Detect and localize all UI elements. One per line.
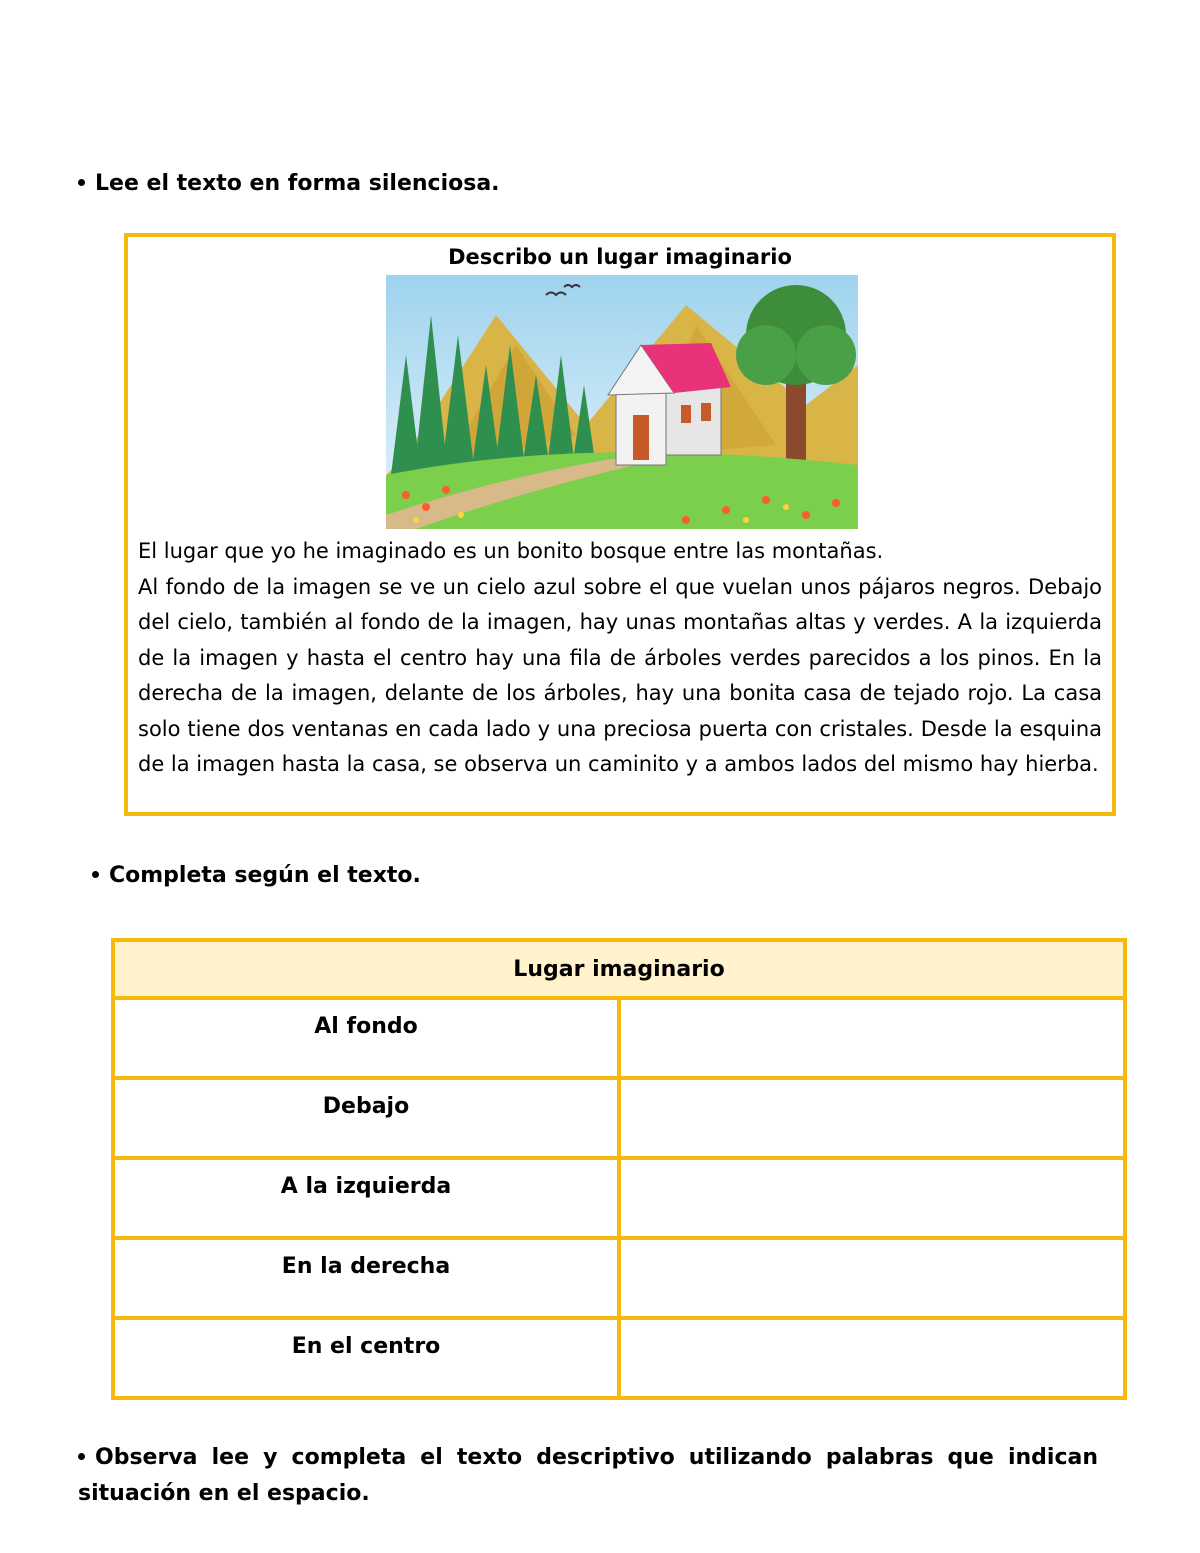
row-label: Al fondo [113,998,619,1078]
reading-paragraph: El lugar que yo he imaginado es un bonito bosque entre las montañas. [138,539,884,563]
bullet-icon [78,1453,85,1460]
table-row [113,998,1125,1078]
table-header: Lugar imaginario [113,940,1125,998]
row-label: Debajo [113,1078,619,1158]
row-label: En la derecha [113,1238,619,1318]
reading-text [138,534,1102,783]
bullet-icon [92,871,99,878]
instruction-observe: Observa lee y completa el texto descriptivo utilizando palabras que indican situación en el espacio. [78,1445,1098,1506]
reading-box [124,233,1116,816]
instruction-read: Lee el texto en forma silenciosa. [78,166,500,202]
reading-title: Describo un lugar imaginario [448,245,792,269]
table-row [113,1238,1125,1318]
answer-cell[interactable] [619,1158,1125,1238]
answer-table [111,938,1127,1400]
answer-cell[interactable] [619,1238,1125,1318]
reading-paragraph: Al fondo de la imagen se ve un cielo azul sobre el que vuelan unos pájaros negros. Debajo del cielo, también al fondo de la imagen, hay unas montañas altas y verdes. A la izquierda de la imagen y hasta el centro hay una fila de árboles verdes parecidos a los pinos. En la derecha de la imagen, delante de los árboles, hay una bonita casa de tejado rojo. La casa solo tiene dos ventanas en cada lado y una preciosa puerta con cristales. Desde la esquina de la imagen hasta la casa, se observa un caminito y a ambos lados del mismo hay hierba. [138,574,1102,776]
instruction-complete: Completa según el texto. [92,858,421,894]
answer-cell[interactable] [619,1078,1125,1158]
table-row [113,1158,1125,1238]
bullet-icon [78,179,85,186]
row-label: A la izquierda [113,1158,619,1238]
landscape-illustration [386,275,858,529]
row-label: En el centro [113,1318,619,1398]
table-row [113,1078,1125,1158]
table-row [113,1318,1125,1398]
answer-cell[interactable] [619,998,1125,1078]
answer-cell[interactable] [619,1318,1125,1398]
